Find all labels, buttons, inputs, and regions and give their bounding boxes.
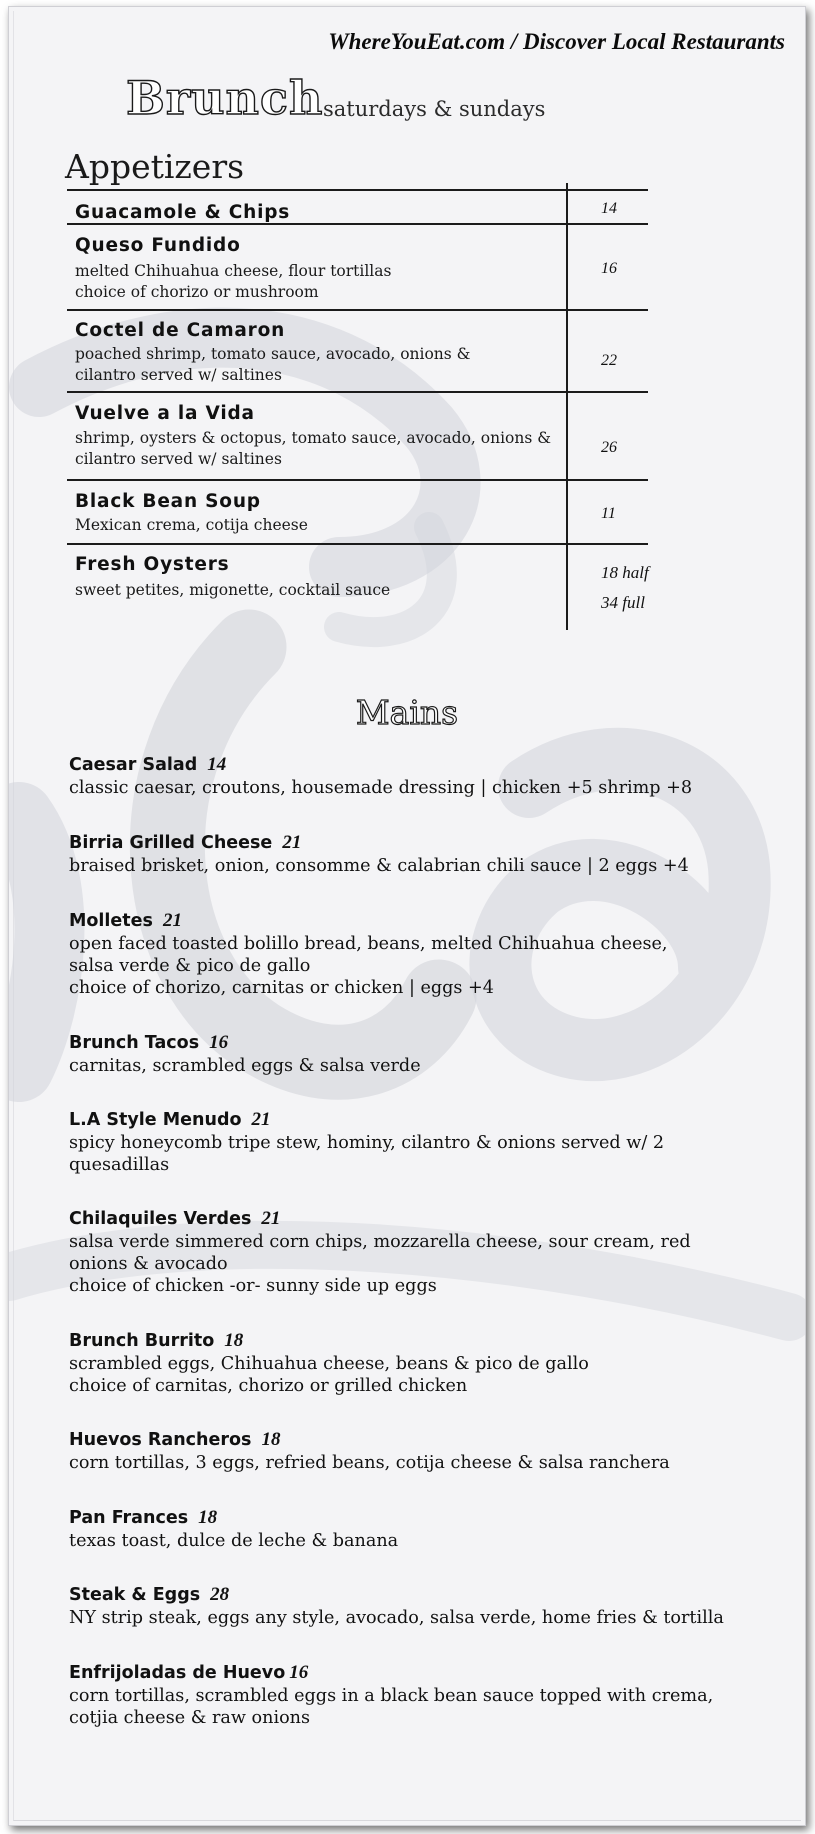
menu-page [8,6,806,1826]
appetizer-name: Guacamole & Chips [75,202,291,223]
main-item-name: Brunch Tacos [69,1033,200,1053]
appetizer-name: Fresh Oysters [75,554,230,575]
main-item-name: Brunch Burrito [69,1331,215,1351]
main-item-description: braised brisket, onion, consomme & calabrian chili sauce | 2 eggs +4 [69,856,689,876]
site-header[interactable]: WhereYouEat.com / Discover Local Restaurants [328,29,785,54]
main-item-description: choice of chicken -or- sunny side up eggs [69,1276,437,1296]
appetizers-rule [67,543,648,545]
main-item-price: 28 [210,1584,230,1605]
main-item-description: texas toast, dulce de leche & banana [69,1531,399,1551]
main-item-description: salsa verde simmered corn chips, mozzarella cheese, sour cream, red [69,1232,691,1252]
main-item-price: 18 [198,1507,218,1528]
main-item [69,1329,804,1397]
main-item-description: corn tortillas, scrambled eggs in a black bean sauce topped with crema, [69,1686,714,1706]
main-item-description: carnitas, scrambled eggs & salsa verde [69,1056,421,1076]
main-item-name: Pan Frances [69,1508,189,1528]
appetizer-description: cilantro served w/ saltines [75,366,282,384]
main-item-price: 21 [251,1109,271,1130]
main-item-description: scrambled eggs, Chihuahua cheese, beans & pico de gallo [69,1354,589,1374]
main-item [69,753,804,799]
main-item-name: Steak & Eggs [69,1585,201,1605]
appetizer-description: sweet petites, migonette, cocktail sauce [75,581,391,599]
main-item-name: L.A Style Menudo [69,1110,242,1130]
main-item-price: 14 [207,754,227,775]
appetizer-description: cilantro served w/ saltines [75,450,282,468]
main-item-price: 16 [209,1032,229,1053]
main-item-description: classic caesar, croutons, housemade dressing | chicken +5 shrimp +8 [69,778,693,798]
main-item-price: 18 [224,1330,244,1351]
appetizer-price: 22 [601,352,617,369]
appetizers-heading: Appetizers [65,147,245,186]
main-item [69,1506,804,1552]
menu-title: Brunch [126,71,324,125]
appetizer-price: 11 [601,505,616,522]
appetizers-rule [67,223,648,225]
main-item [69,1428,804,1474]
appetizers-rule [67,479,648,481]
appetizer-description: choice of chorizo or mushroom [75,283,319,301]
appetizer-price: 34 full [601,593,645,612]
main-item-name: Caesar Salad [69,755,198,775]
main-item-name: Enfrijoladas de Huevo [69,1663,286,1683]
main-item [69,1661,804,1729]
appetizer-name: Coctel de Camaron [75,320,286,341]
main-item [69,1583,804,1629]
main-item-price: 21 [162,910,182,931]
main-item-description: quesadillas [69,1155,170,1175]
main-item-name: Huevos Rancheros [69,1430,252,1450]
main-item-description: open faced toasted bolillo bread, beans, melted Chihuahua cheese, [69,934,668,954]
main-item-name: Molletes [69,911,153,931]
appetizer-description: Mexican crema, cotija cheese [75,516,308,534]
main-item-price: 21 [261,1208,281,1229]
main-item-name: Birria Grilled Cheese [69,833,273,853]
main-item-description: spicy honeycomb tripe stew, hominy, cilantro & onions served w/ 2 [69,1133,665,1153]
main-item [69,909,804,999]
menu-days: saturdays & sundays [323,97,546,121]
main-item [69,1031,804,1077]
appetizer-price: 14 [601,200,617,217]
main-item-description: choice of chorizo, carnitas or chicken | eggs +4 [69,978,494,998]
appetizer-price: 26 [601,439,617,456]
appetizer-price: 18 half [601,563,649,582]
main-item-price: 16 [289,1662,309,1683]
main-item [69,1207,804,1297]
appetizer-description: melted Chihuahua cheese, flour tortillas [75,262,392,280]
main-item [69,1108,804,1176]
mains-heading: Mains [355,693,459,732]
main-item-description: NY strip steak, eggs any style, avocado, salsa verde, home fries & tortilla [69,1608,724,1628]
appetizer-name: Vuelve a la Vida [75,403,255,424]
main-item-price: 18 [261,1429,281,1450]
appetizers-rule [67,309,648,311]
main-item-description: cotjia cheese & raw onions [69,1708,311,1728]
main-item [69,831,804,877]
appetizers-rule [67,391,648,393]
main-item-price: 21 [282,832,302,853]
main-item-description: choice of carnitas, chorizo or grilled chicken [69,1376,468,1396]
main-item-name: Chilaquiles Verdes [69,1209,252,1229]
main-item-description: onions & avocado [69,1254,228,1274]
appetizer-description: shrimp, oysters & octopus, tomato sauce, avocado, onions & [75,429,552,447]
main-item-description: corn tortillas, 3 eggs, refried beans, cotija cheese & salsa ranchera [69,1453,670,1473]
appetizers-price-divider [566,183,568,630]
main-item-description: salsa verde & pico de gallo [69,956,311,976]
appetizers-rule [67,189,648,191]
appetizer-description: poached shrimp, tomato sauce, avocado, onions & [75,345,471,363]
appetizer-name: Black Bean Soup [75,491,261,512]
appetizer-price: 16 [601,260,617,277]
appetizer-name: Queso Fundido [75,235,241,256]
